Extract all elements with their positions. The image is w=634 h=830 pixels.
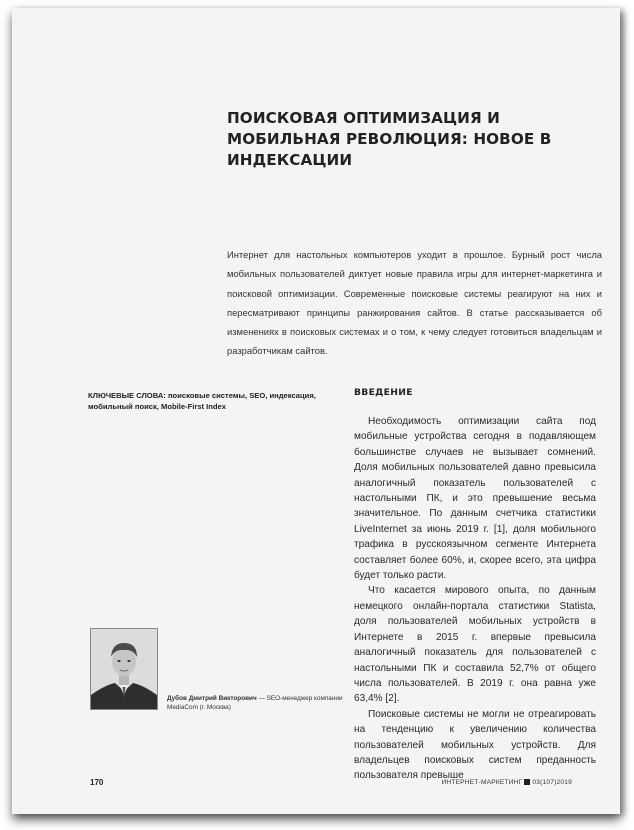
author-photo [90,628,158,710]
keywords-label: КЛЮЧЕВЫЕ СЛОВА: [88,391,166,400]
journal-issue: 03(107)2019 [532,779,572,786]
magazine-page [12,8,620,814]
body-paragraph: Что касается мирового опыта, по данным немецкого онлайн-портала статистики Statista, доля пользователей мобильных устройств в Интернете в 2015 г. впервые превысила аналогичный показатель для пользователей с настольными ПК и составила 52,7% от общего числа пользователей. В 2019 г. она равна уже 63,4% [2]. [354,585,596,705]
author-name: Дубов Дмитрий Викторович [167,695,257,702]
journal-name: ИНТЕРНЕТ-МАРКЕТИНГ [441,779,523,786]
author-portrait-icon [91,629,157,709]
body-paragraph: Поисковые системы не могли не отреагировать на тенденцию к увеличению количества пользователей мобильных устройств. Для владельцев поисковых систем преданность пользователя превыше [354,708,596,782]
keywords-block [88,390,333,412]
author-info: — SEO-менеджер компании MediaCom (г. Москва) [167,695,343,711]
article-body [354,414,596,784]
section-heading: ВВЕДЕНИЕ [354,387,413,398]
square-separator-icon [524,779,530,785]
page-number: 170 [90,778,104,787]
journal-footer [441,779,572,786]
article-title: ПОИСКОВАЯ ОПТИМИЗАЦИЯ И МОБИЛЬНАЯ РЕВОЛЮЦИЯ: НОВОЕ В ИНДЕКСАЦИИ [227,109,552,169]
author-caption [167,694,347,712]
keywords-text: поисковые системы, SEO, индексация, мобильный поиск, Mobile-First Index [88,391,316,411]
body-paragraph: Необходимость оптимизации сайта под мобильные устройства сегодня в подавляющем большинстве случаев не вызывает сомнений. Доля мобильных пользователей давно превысила аналогичный показатель пользователей с настольными ПК, и это превышение весьма значительное. По данным счетчика статистики LiveInternet за июнь 2019 г. [1], доля мобильного трафика в русскоязычном сегменте Интернета составляет более 60%, и, скорее всего, эта цифра будет только расти. [354,416,596,582]
article-lead: Интернет для настольных компьютеров уходит в прошлое. Бурный рост числа мобильных пользователей диктует новые правила игры для интернет-маркетинга и поисковой оптимизации. Современные поисковые системы реагируют на них и пересматривают принципы ранжирования сайтов. В статье рассказывается об изменениях в поисковых системах и о том, к чему следует готовиться владельцам и разработчикам сайтов. [227,249,602,357]
